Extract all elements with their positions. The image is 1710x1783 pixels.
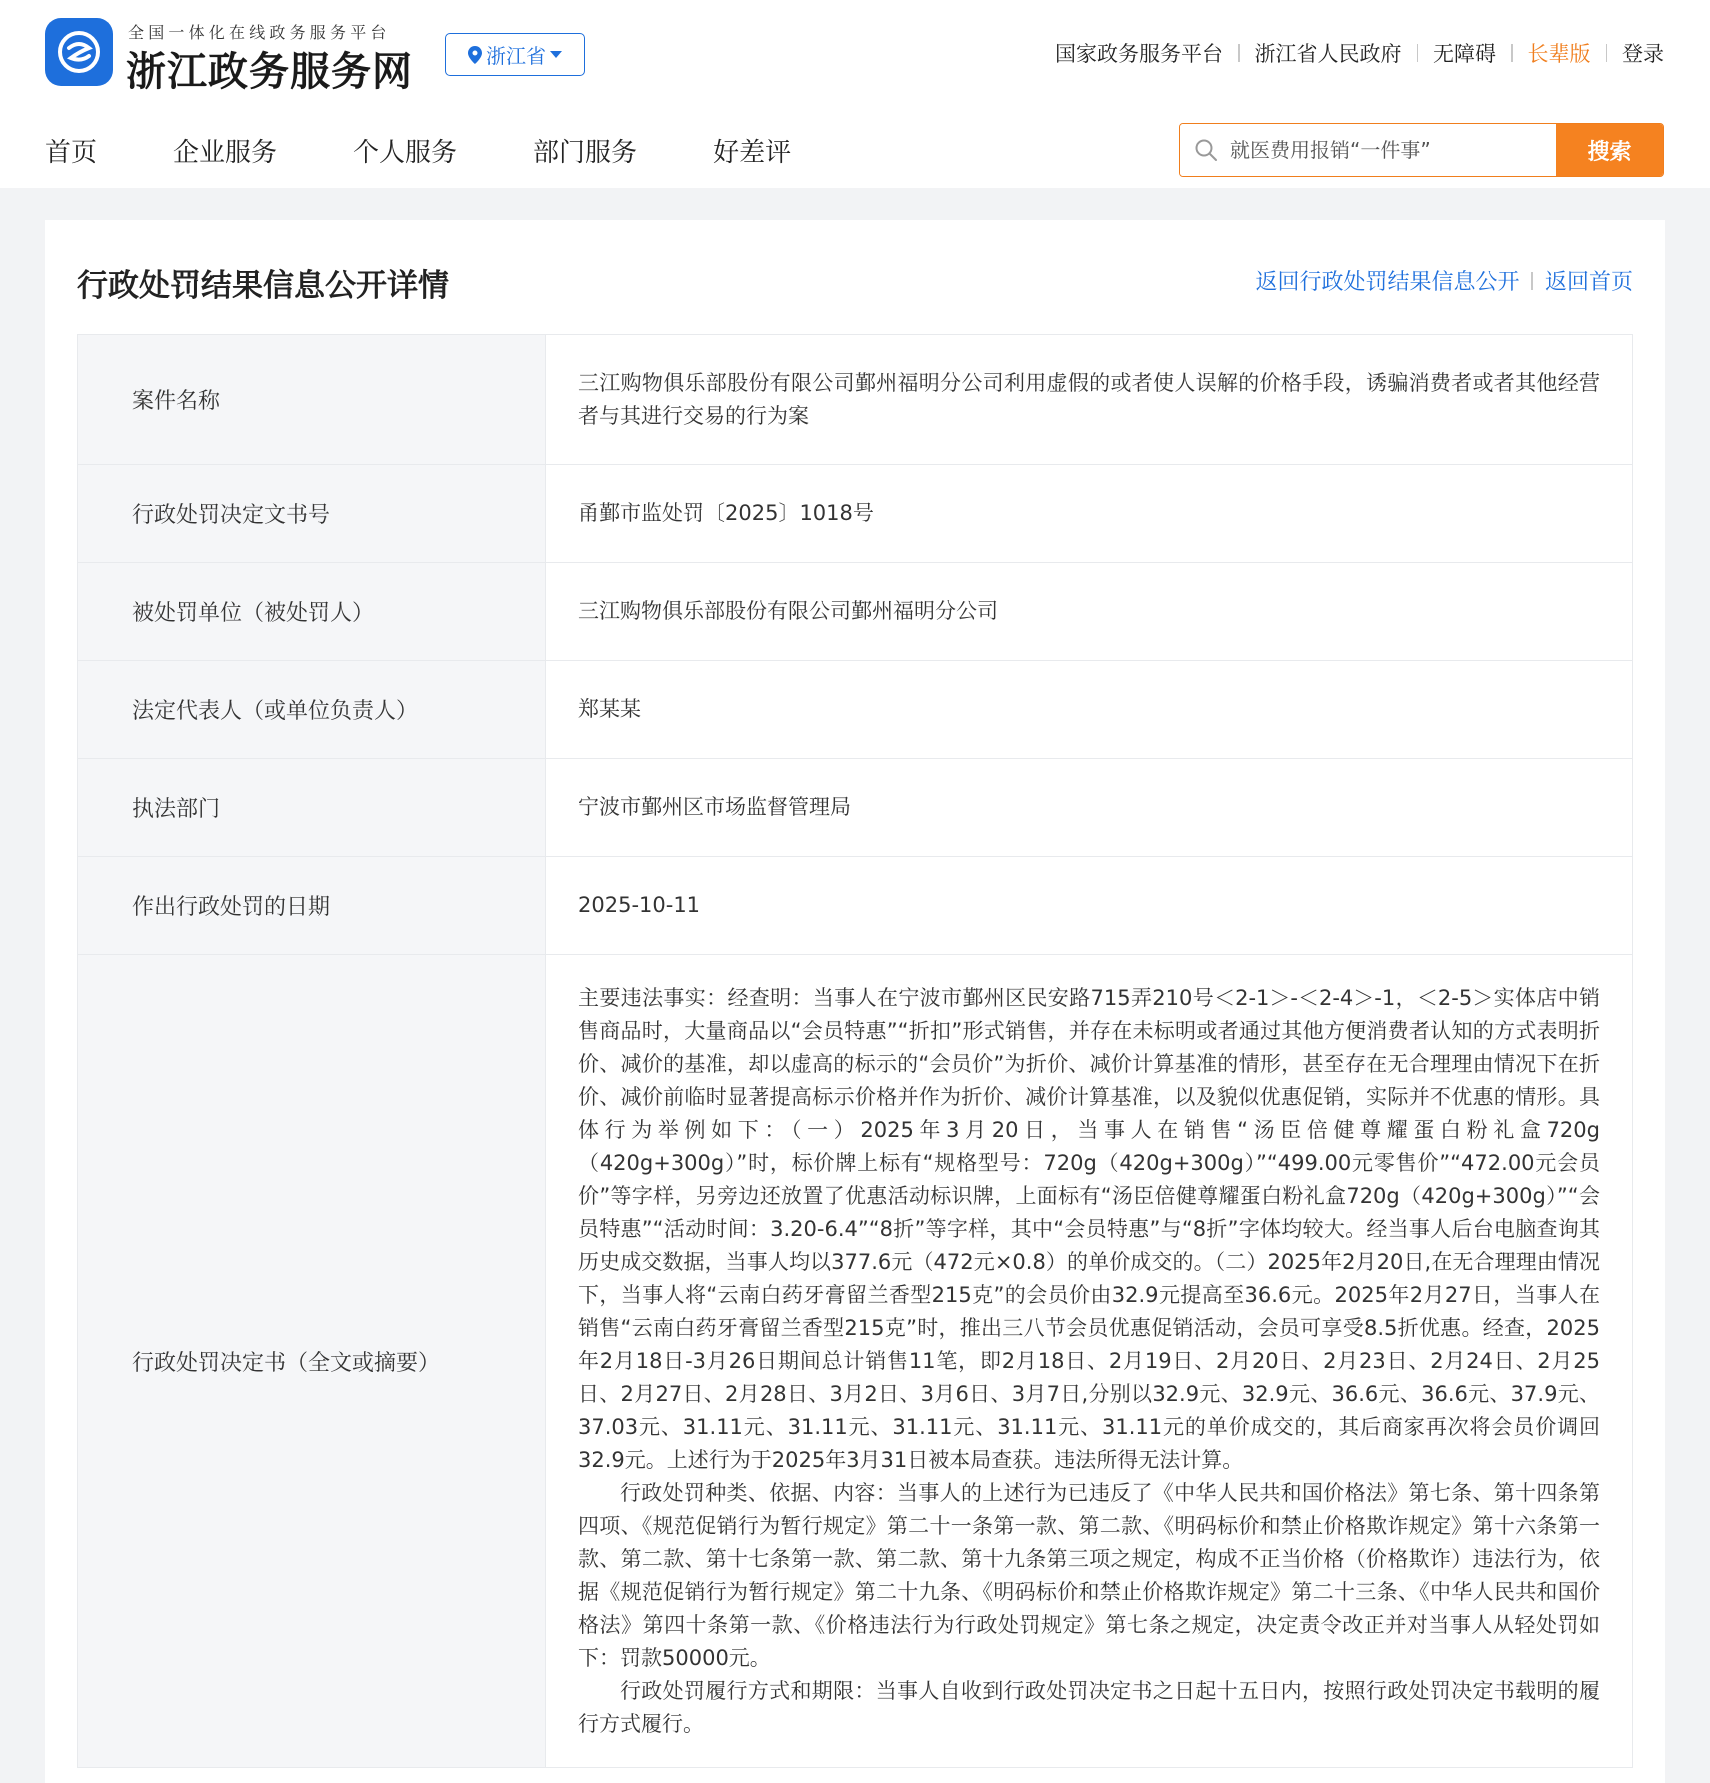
search-box xyxy=(1179,123,1664,177)
row-value: 三江购物俱乐部股份有限公司鄞州福明分公司利用虚假的或者使人误解的价格手段，诱骗消费者或者其他经营者与其进行交易的行为案 xyxy=(546,335,1633,465)
region-label: 浙江省 xyxy=(486,44,546,68)
table-row xyxy=(78,661,1633,759)
nav-home[interactable]: 首页 xyxy=(45,138,98,168)
row-value: 郑某某 xyxy=(546,661,1633,759)
link-accessibility[interactable]: 无障碍 xyxy=(1433,42,1496,66)
top-links xyxy=(1055,38,1664,68)
nav-evaluation[interactable]: 好差评 xyxy=(713,138,792,168)
divider xyxy=(1531,272,1533,290)
decision-paragraph-execution: 行政处罚履行方式和期限：当事人自收到行政处罚决定书之日起十五日内，按照行政处罚决定书载明的履行方式履行。 xyxy=(578,1678,1600,1736)
link-login[interactable]: 登录 xyxy=(1622,42,1664,66)
row-label: 行政处罚决定文书号 xyxy=(78,465,546,563)
row-label: 案件名称 xyxy=(78,335,546,465)
table-row xyxy=(78,465,1633,563)
row-label: 行政处罚决定书（全文或摘要） xyxy=(78,955,546,1768)
back-links xyxy=(1255,265,1633,296)
table-row xyxy=(78,955,1633,1768)
row-label: 作出行政处罚的日期 xyxy=(78,857,546,955)
row-value: 2025-10-11 xyxy=(546,857,1633,955)
detail-table xyxy=(77,334,1633,1768)
link-zhejiang-gov[interactable]: 浙江省人民政府 xyxy=(1254,42,1402,66)
table-row xyxy=(78,335,1633,465)
row-value: 三江购物俱乐部股份有限公司鄞州福明分公司 xyxy=(546,563,1633,661)
site-header xyxy=(0,0,1710,188)
logo-icon[interactable] xyxy=(45,18,113,86)
link-national-platform[interactable]: 国家政务服务平台 xyxy=(1055,42,1223,66)
table-row xyxy=(78,857,1633,955)
detail-card xyxy=(45,220,1665,1783)
divider xyxy=(1606,44,1608,62)
location-pin-icon xyxy=(468,46,482,64)
row-value: 甬鄞市监处罚〔2025〕1018号 xyxy=(546,465,1633,563)
back-to-list-link[interactable]: 返回行政处罚结果信息公开 xyxy=(1255,270,1520,295)
decision-paragraph-penalty: 行政处罚种类、依据、内容：当事人的上述行为已违反了《中华人民共和国价格法》第七条、第十四条第四项、《规范促销行为暂行规定》第二十一条第一款、第二款、《明码标价和禁止价格欺诈规定》第十六条第一款、第二款、第十七条第一款、第二款、第十九条第三项之规定，构成不正当价格（价格欺诈）违法行为，依据《规范促销行为暂行规定》第二十九条、《明码标价和禁止价格欺诈规定》第二十三条、《中华人民共和国价格法》第四十条第一款、《价格违法行为行政处罚规定》第七条之规定，决定责令改正并对当事人从轻处罚如下：罚款50000元。 xyxy=(578,1480,1600,1670)
row-label: 法定代表人（或单位负责人） xyxy=(78,661,546,759)
region-selector[interactable] xyxy=(445,33,585,76)
search-input[interactable] xyxy=(1180,124,1556,176)
table-row xyxy=(78,563,1633,661)
search-icon xyxy=(1194,138,1218,162)
nav-departments[interactable]: 部门服务 xyxy=(533,138,638,168)
logo-title[interactable]: 浙江政务服务网 xyxy=(126,48,413,95)
nav-enterprise[interactable]: 企业服务 xyxy=(173,138,278,168)
row-label: 被处罚单位（被处罚人） xyxy=(78,563,546,661)
decision-text xyxy=(546,955,1633,1768)
caret-down-icon xyxy=(550,51,562,59)
divider xyxy=(1511,44,1513,62)
table-row xyxy=(78,759,1633,857)
divider xyxy=(1238,44,1240,62)
nav-personal[interactable]: 个人服务 xyxy=(353,138,458,168)
row-value: 宁波市鄞州区市场监督管理局 xyxy=(546,759,1633,857)
link-elder-mode[interactable]: 长辈版 xyxy=(1527,42,1591,66)
back-to-home-link[interactable]: 返回首页 xyxy=(1544,270,1633,295)
search-button[interactable]: 搜索 xyxy=(1556,124,1663,176)
divider xyxy=(1417,44,1419,62)
main-nav xyxy=(45,132,867,169)
decision-paragraph-facts: 主要违法事实：经查明：当事人在宁波市鄞州区民安路715弄210号＜2-1＞-＜2-4＞-1，＜2-5＞实体店中销售商品时，大量商品以“会员特惠”“折扣”形式销售，并存在未标明或者通过其他方便消费者认知的方式表明折价、减价的基准，却以虚高的标示的“会员价”为折价、减价计算基准的情形，甚至存在无合理理由情况下在折价、减价前临时显著提高标示价格并作为折价、减价计算基准，以及貌似优惠促销，实际并不优惠的情形。具体行为举例如下：（一）2025年3月20日，当事人在销售“汤臣倍健尊耀蛋白粉礼盒720g（420g+300g）”时，标价牌上标有“规格型号：720g（420g+300g）”“499.00元零售价”“472.00元会员价”等字样，另旁边还放置了优惠活动标识牌，上面标有“汤臣倍健尊耀蛋白粉礼盒720g（420g+300g）”“会员特惠”“活动时间：3.20-6.4”“8折”等字样，其中“会员特惠”与“8折”字体均较大。经当事人后台电脑查询其历史成交数据，当事人均以377.6元（472元×0.8）的单价成交的。（二）2025年2月20日,在无合理理由情况下，当事人将“云南白药牙膏留兰香型215克”的会员价由32.9元提高至36.6元。2025年2月27日，当事人在销售“云南白药牙膏留兰香型215克”时，推出三八节会员优惠促销活动，会员可享受8.5折优惠。经查，2025年2月18日-3月26日期间总计销售11笔，即2月18日、2月19日、2月20日、2月23日、2月24日、2月25日、2月27日、2月28日、3月2日、3月6日、3月7日,分别以32.9元、32.9元、36.6元、36.6元、37.9元、37.03元、31.11元、31.11元、31.11元、31.11元、31.11元的单价成交的，其后商家再次将会员价调回32.9元。上述行为于2025年3月31日被本局查获。违法所得无法计算。 xyxy=(578,985,1600,1472)
logo-subtitle: 全国一体化在线政务服务平台 xyxy=(128,23,391,42)
row-label: 执法部门 xyxy=(78,759,546,857)
page-title: 行政处罚结果信息公开详情 xyxy=(77,268,449,304)
